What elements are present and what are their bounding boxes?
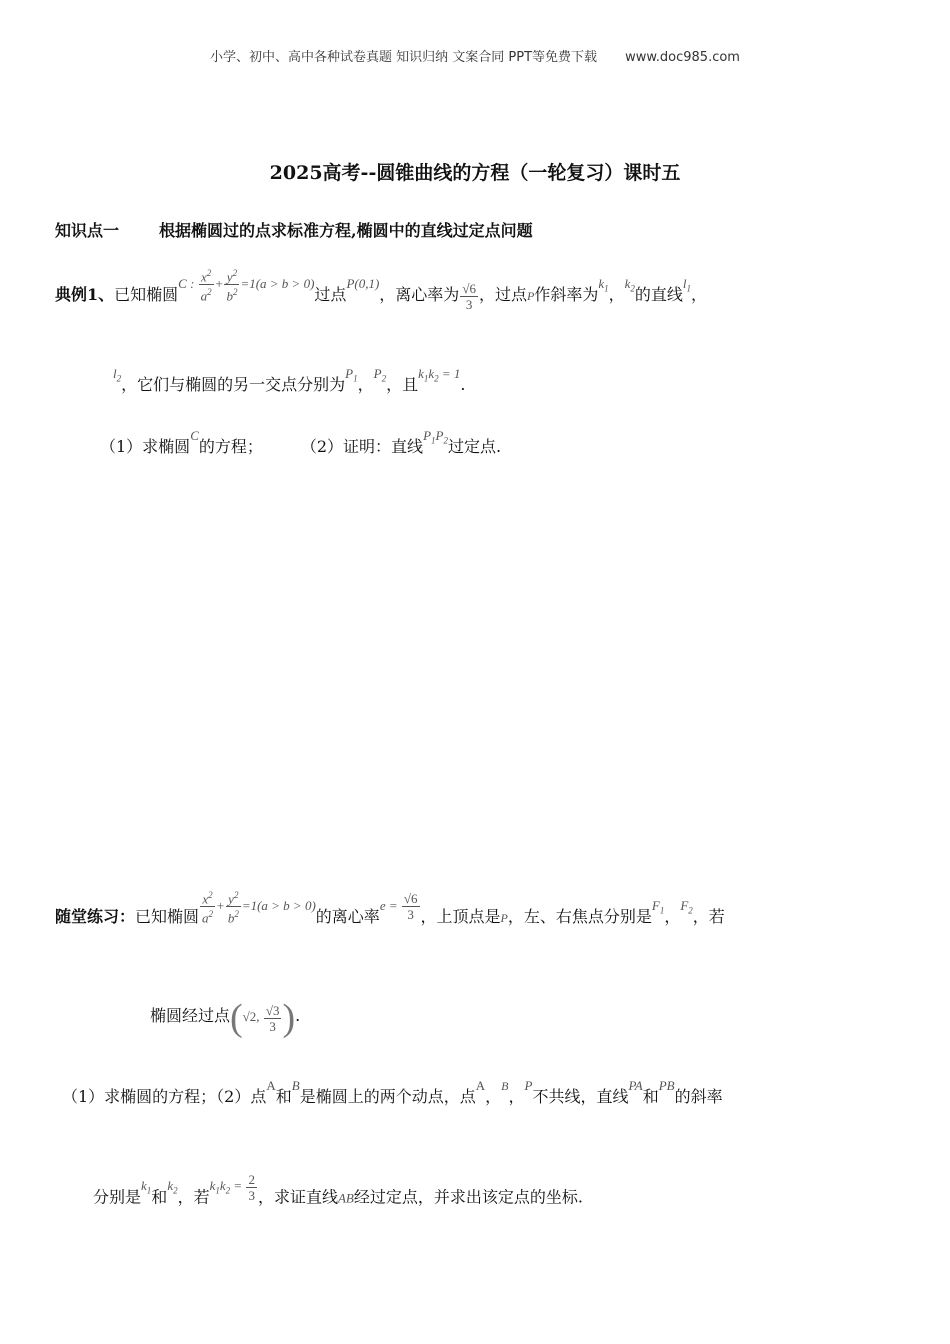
eccentricity-value: $\frac{√6}{3}$: [462, 281, 476, 313]
header-text: 小学、初中、高中各种试卷真题 知识归纳 文案合同 PPT等免费下载: [210, 50, 598, 65]
practice-questions-1: （1）求椭圆的方程；（2）点$^A$和$^B$是椭圆上的两个动点，点$^A$，$^B$，$^P$不共线，直线$^{PA}$和$^{PB}$的斜率: [62, 1078, 723, 1106]
section-heading: [55, 218, 533, 241]
slope-product: k1k2 = 1: [418, 366, 461, 384]
practice-eccentricity: e = √6 3: [379, 891, 418, 923]
page-header: [0, 46, 950, 65]
example-questions: （1）求椭圆$^C$的方程； （2）证明：直线$^{P_1P_2}$过定点.: [100, 428, 502, 456]
practice-point: (√2, $\frac{√3}{3}$ ): [230, 997, 296, 1039]
practice-line-2: 椭圆经过点(√2, $\frac{√3}{3}$ ).: [150, 997, 301, 1039]
practice-slope-product: k1k2 = 2 3: [209, 1172, 255, 1203]
practice-ellipse-equation: x2 a2 + y2 b2 =1(a > b > 0): [202, 890, 316, 926]
practice-line-1: 随堂练习：已知椭圆 $^{\frac{x^2}{a^2} + \frac{y^2}{b^2} =1(a > b > 0)}$的离心率$^{e = \frac{√6}{3}}$ ，上顶点是P，左、右焦点分别是$^{F_1}$，$^{F_2}$，若: [55, 890, 725, 926]
example-line-2: $^{l_2}$，它们与椭圆的另一交点分别为$^{P_1}$，$^{P_2}$，且$^{k_1k_2 = 1}$.: [113, 366, 466, 394]
section-label: 知识点一: [55, 221, 120, 240]
section-topic: 根据椭圆过的点求标准方程,椭圆中的直线过定点问题: [159, 221, 533, 240]
header-url[interactable]: www.doc985.com: [625, 50, 740, 65]
practice-questions-2: 分别是$^{k_1}$和$^{k_2}$，若$^{k_1k_2 = \frac{2}{3}}$ ，求证直线AB经过定点，并求出该定点的坐标.: [93, 1172, 583, 1207]
page-title: 2025高考--圆锥曲线的方程（一轮复习）课时五: [269, 162, 681, 184]
example-label: 典例1、: [55, 284, 115, 304]
practice-label: 随堂练习：: [55, 906, 136, 926]
point-p: P(0,1): [346, 275, 380, 291]
ellipse-equation: C : x2 a2 + y2 b2 =1(a > b > 0): [178, 268, 315, 304]
example-line-1: 典例1、已知椭圆$^{C : \frac{x^2}{a^2} + \frac{y^2}{b^2} =1(a > b > 0)}$过点$^{P(0,1)}$，离心率为 $\frac{√6}{3}$ ，过点P作斜率为$^{k_1}$，$^{k_2}$的直线$^{l_1}$，: [55, 268, 708, 313]
